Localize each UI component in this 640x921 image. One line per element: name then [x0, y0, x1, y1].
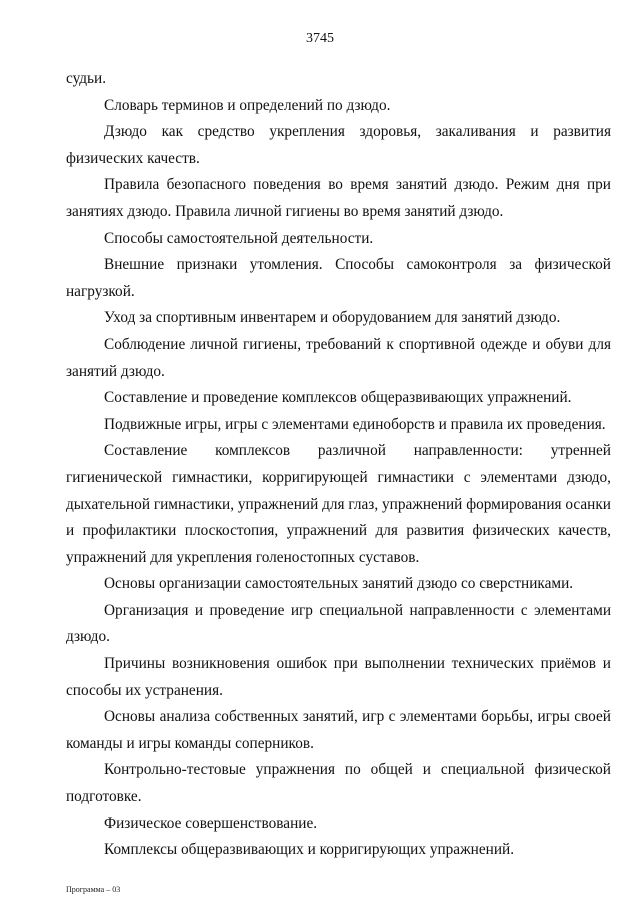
paragraph: Составление комплексов различной направленности: утренней гигиенической гимнастики, корригирующей гимнастики с элементами дзюдо, дыхательной гимнастики, упражнений для глаз, упражнений формирования осанки и профилактики плоскостопия, упражнений для развития физических качеств, упражнений для укрепления голеностопных суставов. [66, 442, 611, 566]
paragraph: Соблюдение личной гигиены, требований к спортивной одежде и обуви для занятий дзюдо. [66, 335, 611, 380]
paragraph: Физическое совершенствование. [104, 814, 318, 832]
footer-label: Программа – 03 [66, 885, 121, 894]
paragraph: Способы самостоятельной деятельности. [104, 229, 374, 247]
page-number: 3745 [306, 31, 334, 46]
paragraph: Словарь терминов и определений по дзюдо. [104, 96, 391, 114]
paragraph: Комплексы общеразвивающих и корригирующих упражнений. [104, 841, 515, 859]
paragraph: Контрольно-тестовые упражнения по общей и специальной физической подготовке. [66, 761, 611, 806]
paragraph: Основы организации самостоятельных занятий дзюдо со сверстниками. [104, 575, 574, 593]
paragraph: Дзюдо как средство укрепления здоровья, закаливания и развития физических качеств. [66, 123, 611, 167]
paragraph: Правила безопасного поведения во время занятий дзюдо. Режим дня при занятиях дзюдо. Правила личной гигиены во время занятий дзюдо. [66, 176, 611, 220]
paragraph: судьи. [66, 70, 107, 87]
paragraph: Причины возникновения ошибок при выполнении технических приёмов и способы их устранения. [66, 655, 611, 699]
paragraph: Подвижные игры, игры с элементами единоборств и правила их проведения. [104, 415, 606, 433]
paragraph: Организация и проведение игр специальной направленности с элементами дзюдо. [66, 601, 611, 646]
paragraph: Уход за спортивным инвентарем и оборудованием для занятий дзюдо. [104, 309, 561, 327]
paragraph: Составление и проведение комплексов общеразвивающих упражнений. [104, 389, 572, 407]
paragraph: Внешние признаки утомления. Способы самоконтроля за физической нагрузкой. [66, 256, 611, 300]
document-body [66, 66, 611, 864]
paragraph: Основы анализа собственных занятий, игр с элементами борьбы, игры своей команды и игры команды соперников. [66, 708, 611, 752]
